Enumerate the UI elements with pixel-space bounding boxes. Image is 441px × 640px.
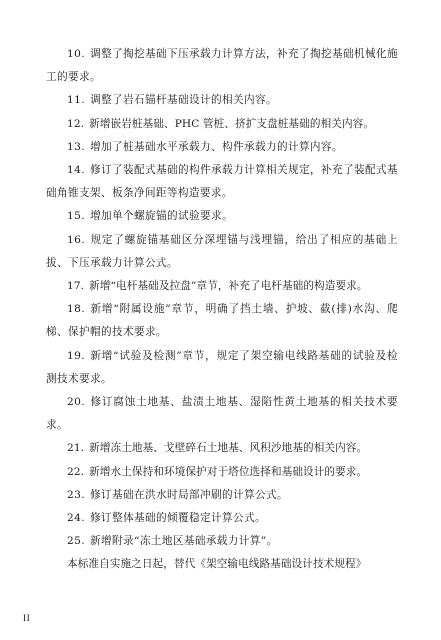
item-text: 调整了岩石锚杆基础设计的相关内容。 bbox=[90, 94, 277, 107]
item-number: 13. bbox=[67, 140, 86, 153]
item-text: 调整了掏挖基础下压承载力计算方法，补充了掏挖基础机械化施工的要求。 bbox=[46, 48, 398, 84]
item-text: 增加了桩基础水平承载力、构件承载力的计算内容。 bbox=[90, 140, 343, 153]
item-text: 新增“电杆基础及拉盘”章节，补充了电杆基础的构造要求。 bbox=[89, 280, 368, 293]
revision-item-16 bbox=[46, 229, 398, 275]
item-number: 12. bbox=[67, 117, 85, 130]
item-number: 14. bbox=[67, 164, 86, 177]
item-text: 增加单个螺旋锚的试验要求。 bbox=[90, 210, 233, 223]
item-text: 新增水土保持和环境保护对于塔位选择和基础设计的要求。 bbox=[89, 465, 368, 478]
revision-item-22 bbox=[46, 461, 398, 484]
item-number: 19. bbox=[67, 349, 86, 362]
item-number: 16. bbox=[67, 233, 86, 246]
item-text: 新增冻土地基、戈壁碎石土地基、风积沙地基的相关内容。 bbox=[89, 442, 368, 455]
revision-item-15 bbox=[46, 205, 398, 228]
revision-list bbox=[46, 43, 398, 577]
item-text: 修订腐蚀土地基、盐渍土地基、湿陷性黄土地基的相关技术要求。 bbox=[46, 396, 398, 432]
item-text: 修订基础在洪水时局部冲刷的计算公式。 bbox=[90, 488, 288, 501]
revision-item-19 bbox=[46, 345, 398, 391]
item-text: 新增“附属设施”章节，明确了挡土墙、护坡、截(排)水沟、爬梯、保护帽的技术要求。 bbox=[46, 303, 398, 339]
item-text: 修订了装配式基础的构件承载力计算相关规定，补充了装配式基础角锥支架、板条净间距等构造要求。 bbox=[46, 164, 398, 200]
revision-item-14 bbox=[46, 159, 398, 205]
item-number: 20. bbox=[67, 396, 86, 409]
item-number: 18. bbox=[67, 303, 86, 316]
revision-item-21 bbox=[46, 437, 398, 460]
item-number: 11. bbox=[67, 94, 86, 107]
item-number: 15. bbox=[67, 210, 86, 223]
item-text: 新增嵌岩桩基础、PHC 管桩、挤扩支盘桩基础的相关内容。 bbox=[89, 117, 375, 130]
revision-item-23 bbox=[46, 484, 398, 507]
item-number: 17. bbox=[67, 280, 85, 293]
item-number: 22. bbox=[67, 465, 85, 478]
revision-item-20 bbox=[46, 391, 398, 437]
revision-item-18 bbox=[46, 298, 398, 344]
revision-item-17 bbox=[46, 275, 398, 298]
revision-item-10 bbox=[46, 43, 398, 89]
item-text: 修订整体基础的倾覆稳定计算公式。 bbox=[90, 512, 266, 525]
item-number: 23. bbox=[67, 488, 86, 501]
revision-item-12 bbox=[46, 113, 398, 136]
item-number: 10. bbox=[67, 48, 86, 60]
page-number: II bbox=[23, 614, 31, 624]
revision-item-24 bbox=[46, 507, 398, 530]
item-text: 规定了螺旋锚基础区分深埋锚与浅埋锚，给出了相应的基础上拔、下压承载力计算公式。 bbox=[46, 233, 398, 269]
item-text: 新增附录“冻土地区基础承载力计算”。 bbox=[90, 535, 278, 548]
item-number: 24. bbox=[67, 512, 86, 525]
revision-item-11 bbox=[46, 89, 398, 112]
revision-item-25 bbox=[46, 530, 398, 553]
revision-item-13 bbox=[46, 136, 398, 159]
closing-statement: 本标准自实施之日起，替代《架空输电线路基础设计技术规程》 bbox=[67, 558, 367, 571]
item-text: 新增“试验及检测”章节，规定了架空输电线路基础的试验及检测技术要求。 bbox=[46, 349, 398, 385]
item-number: 25. bbox=[67, 535, 86, 548]
item-number: 21. bbox=[67, 442, 85, 455]
